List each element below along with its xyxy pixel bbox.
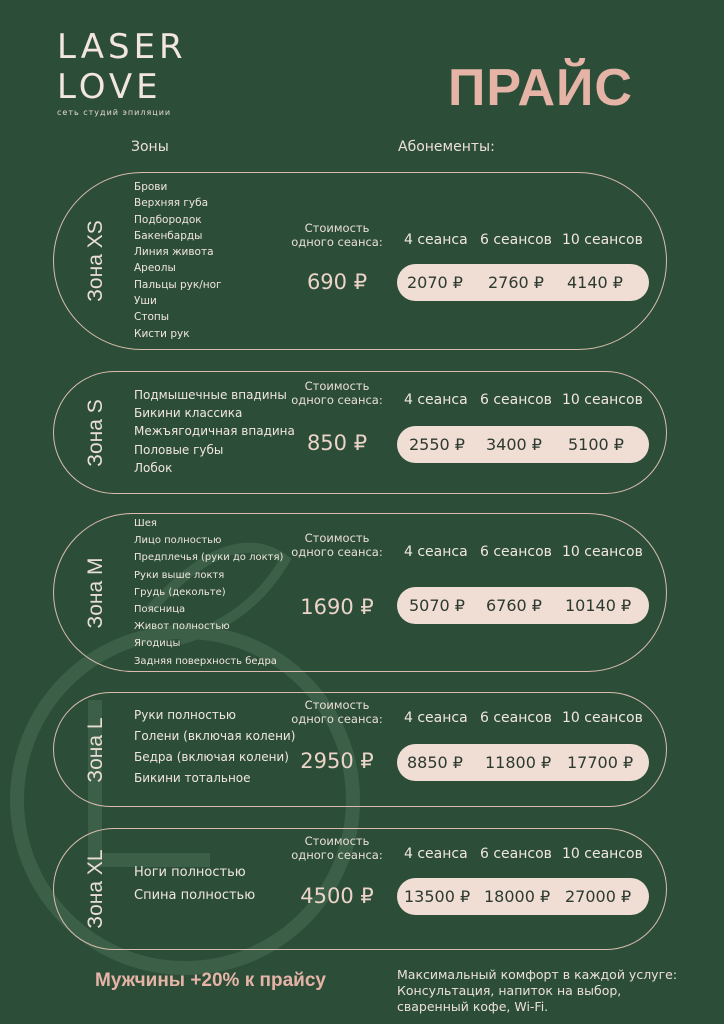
list-item: Пальцы рук/ног <box>134 278 222 291</box>
sessions-label-10: 10 сеансов <box>562 544 643 560</box>
cost-label: Стоимость одного сеанса: <box>291 531 383 559</box>
sessions-label-6: 6 сеансов <box>480 392 552 408</box>
sessions-label-10: 10 сеансов <box>562 710 643 726</box>
zone-name: Зона XS <box>84 220 107 302</box>
comfort-note-line: Консультация, напиток на выбор, <box>397 983 622 998</box>
subscription-prices-pill <box>397 744 649 781</box>
list-item: Половые губы <box>134 442 224 457</box>
list-item: Грудь (декольте) <box>134 586 226 598</box>
logo-line-2: LOVE <box>57 67 162 107</box>
list-item: Лобок <box>134 460 173 475</box>
zones-header: Зоны <box>131 139 169 155</box>
single-session-price: 690 ₽ <box>306 270 368 294</box>
price-6-sessions: 6760 ₽ <box>486 596 542 615</box>
list-item: Лицо полностью <box>134 535 222 547</box>
sessions-label-4: 4 сеанса <box>404 846 468 862</box>
single-session-price: 2950 ₽ <box>300 749 374 773</box>
zone-name: Зона L <box>84 716 107 783</box>
subscriptions-header: Абонементы: <box>398 139 495 155</box>
single-session-price: 1690 ₽ <box>300 595 374 619</box>
zone-name: Зона XL <box>84 849 107 929</box>
sessions-label-10: 10 сеансов <box>562 392 643 408</box>
price-10-sessions: 5100 ₽ <box>568 435 624 454</box>
price-6-sessions: 3400 ₽ <box>486 435 542 454</box>
list-item: Стопы <box>134 311 170 324</box>
list-item: Верхняя губа <box>134 197 209 210</box>
sessions-label-4: 4 сеанса <box>404 544 468 560</box>
list-item: Голени (включая колени) <box>134 729 296 743</box>
sessions-label-4: 4 сеанса <box>404 392 468 408</box>
price-4-sessions: 2550 ₽ <box>409 435 465 454</box>
zone-items-list <box>134 861 255 907</box>
list-item: Бикини тотальное <box>134 771 251 785</box>
list-item: Задняя поверхность бедра <box>134 655 277 667</box>
list-item: Подбородок <box>134 213 202 226</box>
price-10-sessions: 4140 ₽ <box>567 273 623 292</box>
logo-line-1: LASER <box>57 27 187 67</box>
logo-subtitle: сеть студий эпиляции <box>57 108 172 117</box>
list-item: Подмышечные впадины <box>134 388 287 402</box>
comfort-note <box>397 967 697 1015</box>
list-item: Бакенбарды <box>134 229 203 242</box>
single-session-price: 850 ₽ <box>306 431 368 455</box>
men-surcharge-note: Мужчины +20% к прайсу <box>95 970 326 991</box>
list-item: Кисти рук <box>134 327 190 340</box>
list-item: Руки полностью <box>134 708 237 722</box>
subscription-prices-pill <box>397 587 649 624</box>
sessions-label-10: 10 сеансов <box>562 846 643 862</box>
comfort-note-line: сваренный кофе, Wi-Fi. <box>397 999 549 1014</box>
zone-card-s <box>53 371 667 494</box>
list-item: Межъягодичная впадина <box>134 424 295 439</box>
cost-label: Стоимость одного сеанса: <box>291 221 383 249</box>
subscription-prices-pill <box>397 264 649 301</box>
sessions-label-10: 10 сеансов <box>562 232 643 248</box>
subscription-prices-pill <box>397 878 649 915</box>
list-item: Живот полностью <box>134 621 230 633</box>
list-item: Шея <box>134 518 157 529</box>
price-4-sessions: 13500 ₽ <box>404 887 471 906</box>
list-item: Бедра (включая колени) <box>134 750 289 764</box>
list-item: Руки выше локтя <box>134 569 225 581</box>
zone-card-l <box>53 692 667 807</box>
zone-items-list <box>134 386 295 477</box>
subscription-prices-pill <box>397 426 649 463</box>
cost-label: Стоимость одного сеанса: <box>291 379 383 407</box>
cost-label: Стоимость одного сеанса: <box>291 698 383 726</box>
zone-card-m <box>53 513 667 672</box>
price-4-sessions: 8850 ₽ <box>407 753 463 772</box>
sessions-label-6: 6 сеансов <box>480 232 552 248</box>
single-session-price: 4500 ₽ <box>300 884 374 908</box>
zone-name: Зона M <box>84 557 107 628</box>
list-item: Поясница <box>134 604 186 616</box>
cost-label: Стоимость одного сеанса: <box>291 834 383 862</box>
list-item: Бикини классика <box>134 406 243 421</box>
price-4-sessions: 5070 ₽ <box>409 596 465 615</box>
list-item: Брови <box>134 181 168 193</box>
list-item: Предплечья (руки до локтя) <box>134 552 284 564</box>
sessions-label-6: 6 сеансов <box>480 544 552 560</box>
list-item: Ягодицы <box>134 638 181 650</box>
sessions-label-6: 6 сеансов <box>480 846 552 862</box>
price-10-sessions: 27000 ₽ <box>565 887 632 906</box>
zone-name: Зона S <box>84 398 107 467</box>
list-item: Ноги полностью <box>134 865 246 880</box>
brand-logo <box>57 28 237 117</box>
sessions-label-4: 4 сеанса <box>404 710 468 726</box>
price-10-sessions: 10140 ₽ <box>565 596 632 615</box>
page-title: ПРАЙС <box>448 59 633 117</box>
zone-items-list <box>134 515 283 670</box>
price-6-sessions: 11800 ₽ <box>485 753 552 772</box>
list-item: Ареолы <box>134 262 176 275</box>
comfort-note-line: Максимальный комфорт в каждой услуге: <box>397 967 678 982</box>
sessions-label-6: 6 сеансов <box>480 710 552 726</box>
price-6-sessions: 2760 ₽ <box>488 273 544 292</box>
list-item: Спина полностью <box>134 888 256 903</box>
list-item: Линия живота <box>134 246 214 259</box>
zone-items-list <box>134 705 295 789</box>
price-10-sessions: 17700 ₽ <box>567 753 634 772</box>
zone-items-list <box>134 179 222 342</box>
price-6-sessions: 18000 ₽ <box>484 887 551 906</box>
zone-card-xl <box>53 828 667 950</box>
list-item: Уши <box>134 295 157 308</box>
price-4-sessions: 2070 ₽ <box>407 273 463 292</box>
sessions-label-4: 4 сеанса <box>404 232 468 248</box>
zone-card-xs <box>53 172 667 350</box>
